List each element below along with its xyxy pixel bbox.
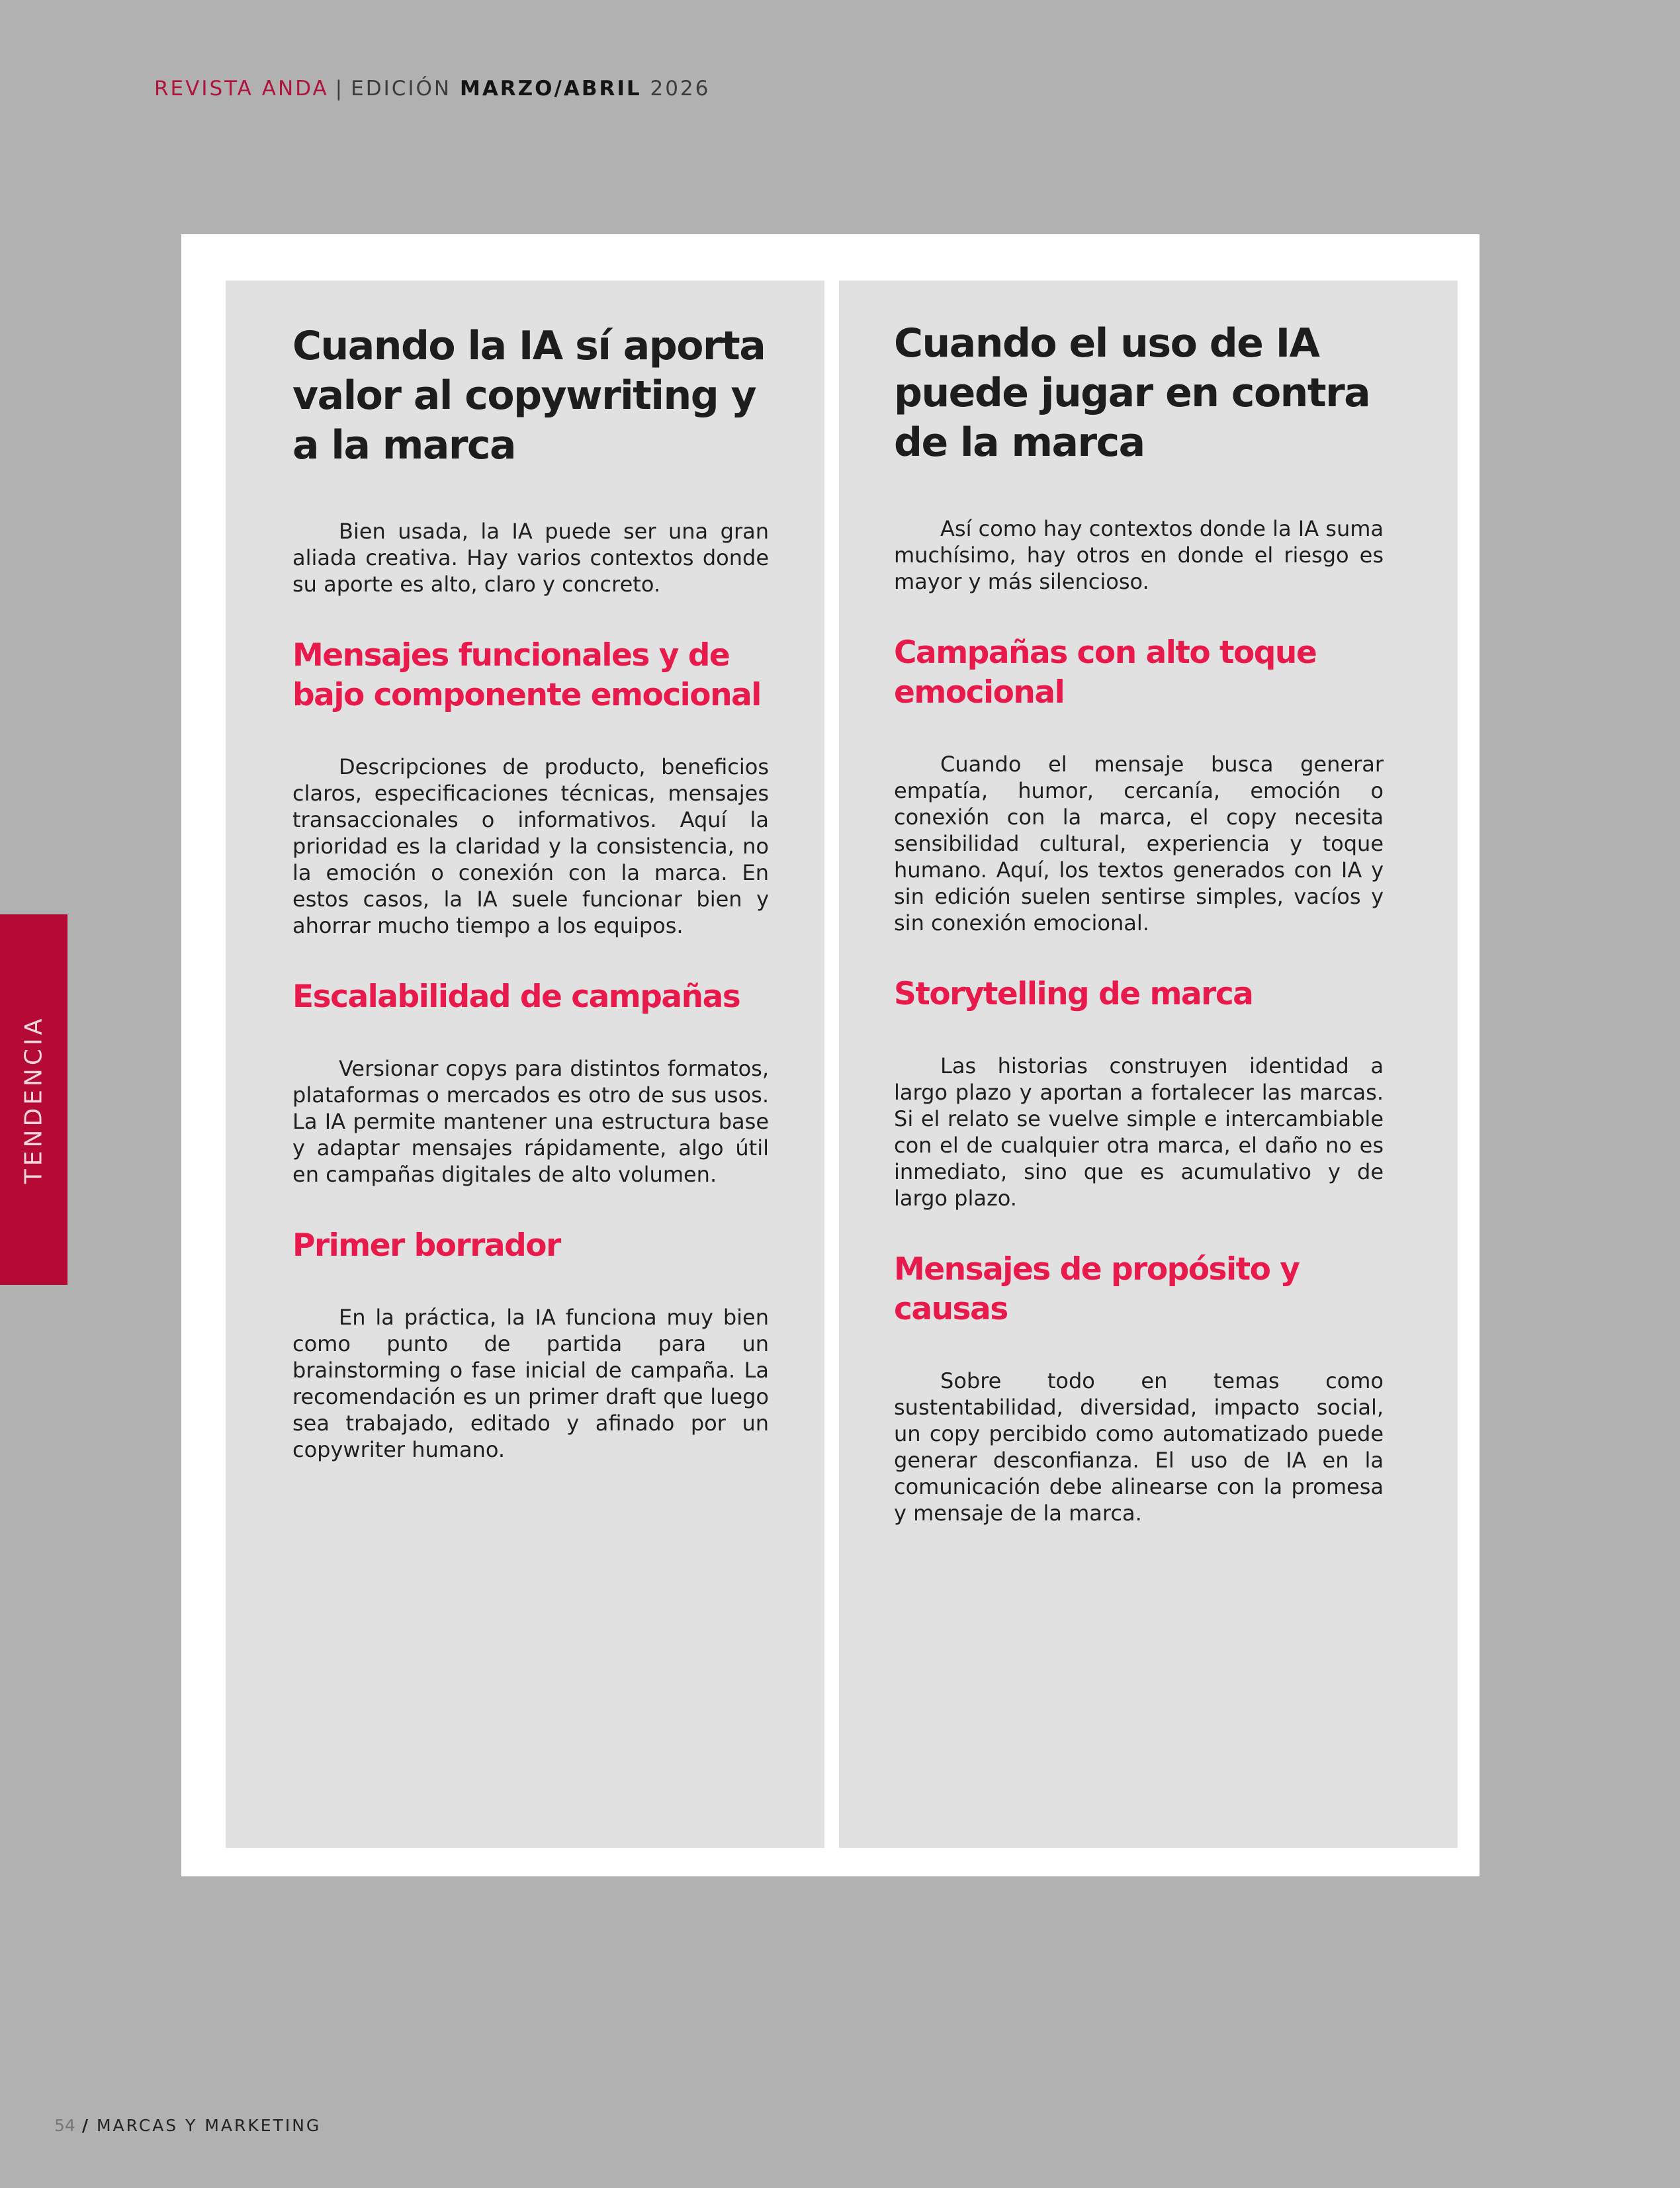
section-body: Las historias construyen identidad a largo plazo y aportan a fortalecer las marcas. Si el relato se vuelve simple e intercambiable con el de cualquier otra marca, el daño no es inmediato, sino que es acumulativo y de largo plazo.: [894, 1053, 1384, 1211]
right-column: [894, 319, 1384, 1565]
page-number: 54: [54, 2116, 75, 2135]
section-body: Sobre todo en temas como sustentabilidad, diversidad, impacto social, un copy percibido como automatizado puede generar desconfianza. El uso de IA en la comunicación debe alinearse con la promesa y mensaje de la marca.: [894, 1368, 1384, 1526]
footer-slash: /: [81, 2116, 90, 2135]
side-tab-label: TENDENCIA: [20, 1015, 48, 1184]
section-heading: Primer borrador: [292, 1227, 560, 1264]
edition-year: 2026: [650, 77, 711, 101]
section-heading: Mensajes de propósito y causas: [894, 1251, 1300, 1327]
edition-label: EDICIÓN: [351, 77, 452, 101]
section-body: En la práctica, la IA funciona muy bien como punto de partida para un brainstorming o fase inicial de campaña. La recomendación es un primer draft que luego sea trabajado, editado y afinado por un copywriter humano.: [292, 1305, 769, 1462]
footer-section: MARCAS Y MARKETING: [96, 2116, 322, 2135]
section-heading: Mensajes funcionales y de bajo componente emocional: [292, 637, 761, 713]
header-separator: |: [335, 77, 345, 101]
magazine-brand: REVISTA ANDA: [154, 77, 329, 101]
section-heading: Campañas con alto toque emocional: [894, 635, 1317, 711]
left-column: [292, 322, 769, 1501]
right-column-title: Cuando el uso de IA puede jugar en contra de la marca: [894, 320, 1370, 466]
page-footer: [54, 2116, 321, 2135]
left-column-title: Cuando la IA sí aporta valor al copywriting y a la marca: [292, 323, 766, 468]
edition-months: MARZO/ABRIL: [459, 77, 642, 101]
section-heading: Storytelling de marca: [894, 976, 1253, 1012]
section-heading: Escalabilidad de campañas: [292, 979, 740, 1015]
section-body: Descripciones de producto, beneficios claros, especificaciones técnicas, mensajes transaccionales o informativos. Aquí la prioridad es la claridad y la consistencia, no la emoción o conexión con la marca. En estos casos, la IA suele funcionar bien y ahorrar mucho tiempo a los equipos.: [292, 754, 769, 938]
section-body: Cuando el mensaje busca generar empatía, humor, cercanía, emoción o conexión con la marca, el copy necesita sensibilidad cultural, experiencia y toque humano. Aquí, los textos generados con IA y sin edición suelen sentirse simples, vacíos y sin conexión emocional.: [894, 752, 1384, 936]
section-side-tab: [0, 914, 67, 1285]
running-header: [154, 77, 710, 101]
section-body: Versionar copys para distintos formatos, plataformas o mercados es otro de sus usos. La IA permite mantener una estructura base y adaptar mensajes rápidamente, algo útil en campañas digitales de alto volumen.: [292, 1056, 769, 1187]
right-intro: Así como hay contextos donde la IA suma muchísimo, hay otros en donde el riesgo es mayor y más silencioso.: [894, 516, 1384, 594]
left-intro: Bien usada, la IA puede ser una gran aliada creativa. Hay varios contextos donde su aporte es alto, claro y concreto.: [292, 519, 769, 597]
